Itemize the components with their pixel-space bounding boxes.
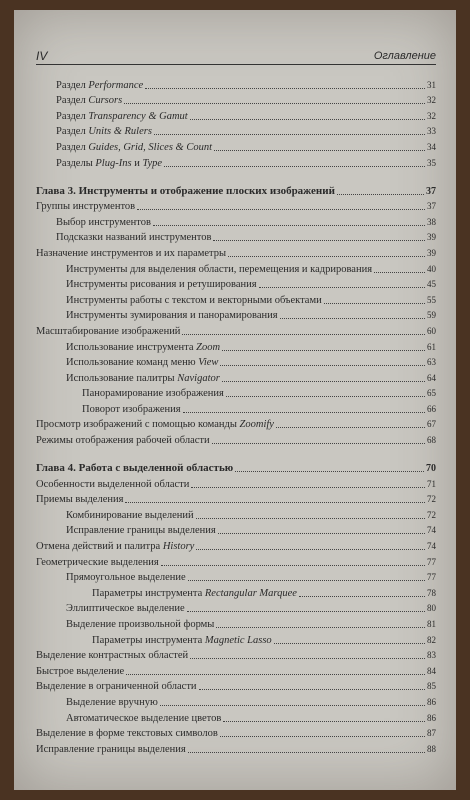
toc-entry: [36, 400, 436, 416]
toc-entry: [36, 584, 436, 600]
toc-entry-text: Приемы выделения: [36, 494, 124, 506]
toc-entry: [36, 416, 436, 432]
dot-leader: [223, 721, 425, 722]
dot-leader: [222, 350, 425, 351]
toc-entry-label: [92, 634, 272, 647]
toc-entry-label: [66, 341, 220, 354]
toc-entry: [36, 354, 436, 370]
toc-entry: [36, 138, 436, 154]
toc-entry-page-number: 82: [427, 634, 436, 645]
toc-entry-text: Раздел: [56, 110, 89, 122]
toc-entry-page-number: 77: [427, 556, 436, 567]
toc-entry-text: Использование палитры: [66, 372, 178, 384]
toc-entry-label: [82, 403, 181, 416]
page-header: [36, 44, 436, 65]
toc-entry-label: [66, 509, 194, 522]
toc-entry-label: [66, 309, 278, 322]
toc-entry-page-number: 33: [427, 126, 436, 137]
dot-leader: [199, 689, 425, 690]
toc-entry-label: [56, 141, 212, 154]
toc-entry: [36, 260, 436, 276]
toc-entry-label: [36, 556, 159, 569]
dot-leader: [187, 611, 425, 612]
toc-entry-text-suffix: и: [131, 157, 143, 169]
dot-leader: [212, 443, 425, 444]
toc-entry: [36, 123, 436, 139]
toc-entry: [36, 338, 436, 354]
toc-entry-text: Инструменты рисования и ретуширования: [66, 279, 257, 291]
toc-entry: [36, 740, 436, 756]
toc-entry-page-number: 81: [427, 619, 436, 629]
toc-entry-page-number: 40: [427, 263, 436, 274]
toc-entry-label: [66, 571, 186, 584]
toc-entry-page-number: 72: [427, 494, 436, 505]
toc-entry-page-number: 72: [427, 509, 436, 520]
toc-entry-text: Исправление границы выделения: [66, 525, 216, 537]
toc-entry-text: Раздел: [56, 79, 89, 91]
dot-leader: [222, 381, 425, 382]
toc-entry: [36, 615, 436, 631]
dot-leader: [213, 240, 425, 241]
dot-leader: [280, 318, 425, 319]
toc-entry: [36, 307, 436, 323]
dot-leader: [190, 119, 425, 120]
toc-entry-page-number: 71: [427, 478, 436, 489]
toc-entry: [36, 553, 436, 569]
toc-entry-italic-term: Navigator: [177, 372, 220, 384]
toc-entry-page-number: 86: [427, 712, 436, 723]
toc-entry-page-number: 32: [427, 110, 436, 121]
toc-entry-label: [36, 247, 226, 260]
toc-entry: [36, 693, 436, 709]
toc-entry-page-number: 38: [427, 216, 436, 227]
toc-entry-label: [56, 216, 151, 229]
chapter-title: [36, 462, 233, 475]
toc-entry-page-number: 34: [427, 141, 436, 152]
toc-entry-page-number: 80: [427, 603, 436, 614]
toc-entry-label: [66, 602, 185, 615]
dot-leader: [126, 674, 425, 675]
dot-leader: [183, 412, 425, 413]
toc-entry-text: Панорамирование изображения: [82, 388, 224, 400]
toc-entry-page-number: 39: [427, 247, 436, 258]
dot-leader: [324, 303, 425, 304]
toc-entry-italic-term: View: [198, 357, 219, 369]
toc-entry-page-number: 64: [427, 372, 436, 383]
dot-leader: [299, 596, 425, 597]
dot-leader: [218, 533, 425, 534]
toc-entry-page-number: 84: [427, 665, 436, 676]
chapter-page-number: 37: [426, 185, 436, 197]
toc-entry: [36, 92, 436, 108]
toc-entry: [36, 213, 436, 229]
toc-entry-text: Использование команд меню: [66, 357, 199, 369]
dot-leader: [153, 225, 425, 226]
toc-entry-text: Выделение произвольной формы: [66, 619, 215, 630]
dot-leader: [164, 166, 425, 167]
toc-entry-page-number: 61: [427, 341, 436, 352]
toc-entry: [36, 600, 436, 616]
toc-entry-italic-term: Guides, Grid, Slices & Count: [88, 141, 212, 153]
toc-entry-text: Эллиптическое выделение: [66, 603, 185, 615]
toc-entry-label: [66, 618, 214, 631]
dot-leader: [188, 752, 425, 753]
dot-leader: [235, 471, 424, 472]
toc-entry: [36, 322, 436, 338]
toc-entry-label: [56, 231, 211, 244]
toc-entry-label: [66, 278, 257, 291]
toc-entry-label: [56, 157, 162, 170]
running-title: Оглавление: [373, 50, 436, 62]
toc-entry: [36, 154, 436, 170]
chapter-page-number: 70: [426, 463, 436, 475]
toc-entry-label: [66, 263, 372, 276]
toc-entry-label: [36, 727, 218, 740]
toc-entry-text: Режимы отображения рабочей области: [36, 435, 210, 447]
toc-entry: [36, 662, 436, 678]
toc-entry-italic-term: Zoom: [196, 341, 221, 353]
toc-entry-page-number: 63: [427, 357, 436, 368]
dot-leader: [259, 287, 425, 288]
toc-entry-text: Параметры инструмента: [92, 634, 205, 646]
toc-entry: [36, 506, 436, 522]
toc-entry-text: Особенности выделенной области: [36, 478, 190, 490]
toc-entry-label: [36, 680, 197, 693]
toc-entry: [36, 244, 436, 260]
toc-entry-page-number: 87: [427, 728, 436, 739]
toc-entry: [36, 431, 436, 447]
dot-leader: [216, 627, 425, 628]
toc-entry-text: Автоматическое выделение цветов: [66, 712, 222, 724]
dot-leader: [160, 705, 425, 706]
toc-entry: [36, 491, 436, 507]
toc-entry-page-number: 59: [427, 310, 436, 321]
toc-entry-text: Поворот изображения: [82, 403, 181, 415]
toc-entry-italic-term: Rectangular Marquee: [204, 587, 297, 599]
toc-entry: [36, 569, 436, 585]
dot-leader: [226, 396, 425, 397]
toc-entry-label: [92, 587, 297, 600]
toc-entry-page-number: 68: [427, 435, 436, 446]
toc-entry-text: Комбинирование выделений: [66, 509, 194, 521]
toc-entry: [36, 107, 436, 123]
toc-entry-page-number: 78: [427, 587, 436, 598]
book-page: [14, 10, 456, 790]
toc-entry-label: [36, 200, 135, 213]
toc-entry-label: [66, 696, 158, 709]
toc-entry-page-number: 86: [427, 696, 436, 707]
toc-entry-text: Выделение в форме текстовых символов: [36, 728, 218, 740]
toc-entry-text: Инструменты работы с текстом и векторными объектами: [66, 294, 322, 306]
toc-entry-text: Группы инструментов: [36, 201, 136, 213]
dot-leader: [145, 88, 425, 89]
toc-entry: [36, 631, 436, 647]
toc-entry-label: [66, 712, 221, 725]
toc-entry: [36, 475, 436, 491]
toc-entry-text: Выделение контрастных областей: [36, 650, 189, 662]
dot-leader: [125, 502, 425, 503]
toc-entry-italic-term: Type: [142, 157, 163, 169]
toc-entry-page-number: 67: [427, 419, 436, 430]
toc-entry-text: Геометрические выделения: [36, 556, 159, 568]
dot-leader: [276, 427, 425, 428]
toc-entry-page-number: 88: [427, 743, 436, 754]
toc-entry-label: [82, 387, 224, 400]
toc-entry-page-number: 74: [427, 525, 436, 536]
dot-leader: [161, 565, 425, 566]
toc-entry: [36, 725, 436, 741]
toc-entry-italic-term: Magnetic Lasso: [204, 634, 272, 646]
toc-entry-text: Отмена действий и палитра: [36, 541, 163, 553]
toc-entry: [36, 709, 436, 725]
toc-entry-italic-term: Performance: [88, 79, 144, 91]
toc-entry-text: Параметры инструмента: [92, 587, 205, 599]
toc-entry: [36, 229, 436, 245]
dot-leader: [124, 103, 425, 104]
toc-entry-italic-term: History: [162, 541, 195, 553]
toc-entry-label: [66, 524, 216, 537]
toc-entry-label: [66, 372, 220, 385]
toc-entry-page-number: 32: [427, 95, 436, 106]
toc-entry-page-number: 85: [427, 681, 436, 692]
toc-entry-page-number: 31: [427, 79, 436, 90]
chapter-title-text: Глава 3. Инструменты и отображение плоских изображений: [36, 184, 335, 197]
toc-entry-label: [36, 540, 194, 553]
toc-entry-label: [36, 743, 186, 756]
toc-entry: [36, 291, 436, 307]
dot-leader: [191, 487, 425, 488]
toc-entry-text: Прямоугольное выделение: [66, 572, 186, 584]
toc-entry-text: Выделение в ограниченной области: [36, 681, 197, 693]
dot-leader: [190, 658, 425, 659]
dot-leader: [220, 365, 425, 366]
page-number: IV: [36, 49, 48, 63]
toc-entry-text: Инструменты зумирования и панорамирования: [66, 310, 278, 322]
toc-entry-page-number: 74: [427, 541, 436, 552]
toc-entry: [36, 385, 436, 401]
dot-leader: [220, 736, 425, 737]
toc-entry-text: Масштабирование изображений: [36, 325, 181, 337]
dot-leader: [214, 150, 425, 151]
toc-entry-italic-term: Cursors: [88, 95, 123, 107]
toc-entry-page-number: 60: [427, 325, 436, 336]
dot-leader: [228, 256, 425, 257]
toc-entry-text: Раздел: [56, 141, 89, 153]
toc-entry-text: Раздел: [56, 95, 89, 107]
toc-entry-text: Использование инструмента: [66, 341, 197, 353]
toc-entry-text: Выделение вручную: [66, 696, 158, 708]
dot-leader: [196, 549, 425, 550]
toc-entry-label: [56, 110, 188, 123]
toc-entry-label: [66, 294, 322, 307]
dot-leader: [274, 643, 425, 644]
toc-entry-page-number: 37: [427, 201, 436, 212]
dot-leader: [137, 209, 425, 210]
toc-entry: [36, 537, 436, 553]
toc-entry-text: Раздел: [56, 126, 89, 138]
toc-entry-italic-term: Transparency & Gamut: [88, 110, 188, 122]
toc-entry-text: Разделы: [56, 157, 96, 169]
toc-entry: [36, 647, 436, 663]
dot-leader: [188, 580, 425, 581]
dot-leader: [374, 272, 425, 273]
dot-leader: [154, 134, 425, 135]
toc-entry-text: Исправление границы выделения: [36, 743, 186, 755]
chapter-heading: [36, 455, 436, 475]
chapter-title: [36, 185, 335, 198]
toc-entry: [36, 198, 436, 214]
toc-entry-italic-term: Plug-Ins: [95, 157, 132, 169]
toc-entry-text: Выбор инструментов: [56, 216, 151, 228]
chapter-title-text: Глава 4. Работа с выделенной областью: [36, 462, 234, 475]
toc-entry-page-number: 45: [427, 279, 436, 290]
chapter-heading: [36, 178, 436, 198]
toc-entry-page-number: 55: [427, 294, 436, 305]
toc-entry-page-number: 66: [427, 403, 436, 414]
toc-entry: [36, 76, 436, 92]
toc-entry: [36, 276, 436, 292]
toc-entry-label: [66, 356, 218, 369]
toc-entry-label: [56, 79, 143, 92]
toc-entry-text: Назначение инструментов и их параметры: [36, 247, 227, 259]
toc-entry-text: Быстрое выделение: [36, 665, 125, 677]
toc-entry-label: [36, 434, 210, 447]
toc-entry-label: [36, 325, 180, 338]
toc-entry-text: Просмотр изображений с помощью команды: [36, 419, 240, 431]
toc-entry-page-number: 77: [427, 572, 436, 583]
toc-entry-label: [36, 649, 188, 662]
dot-leader: [196, 518, 425, 519]
toc-entry-label: [56, 125, 152, 138]
toc-entry-page-number: 83: [427, 650, 436, 661]
toc-entry-italic-term: Zoomify: [239, 419, 274, 431]
toc-entry-page-number: 35: [427, 157, 436, 168]
toc-entry: [36, 678, 436, 694]
toc-entry-text: Инструменты для выделения области, перемещения и кадрирования: [66, 263, 373, 275]
toc-entry-page-number: 65: [427, 388, 436, 399]
toc-entry-text: Подсказки названий инструментов: [56, 232, 212, 244]
toc-entry: [36, 369, 436, 385]
toc-entry-label: [36, 418, 274, 431]
dot-leader: [337, 194, 424, 195]
toc-entry-label: [36, 478, 189, 491]
dot-leader: [182, 334, 425, 335]
toc-entry-label: [36, 665, 124, 678]
toc-entry-page-number: 39: [427, 232, 436, 243]
toc-entry-label: [56, 94, 122, 107]
table-of-contents: [36, 76, 436, 756]
toc-entry-italic-term: Units & Rulers: [88, 126, 152, 138]
toc-entry: [36, 522, 436, 538]
toc-entry-label: [36, 493, 123, 506]
